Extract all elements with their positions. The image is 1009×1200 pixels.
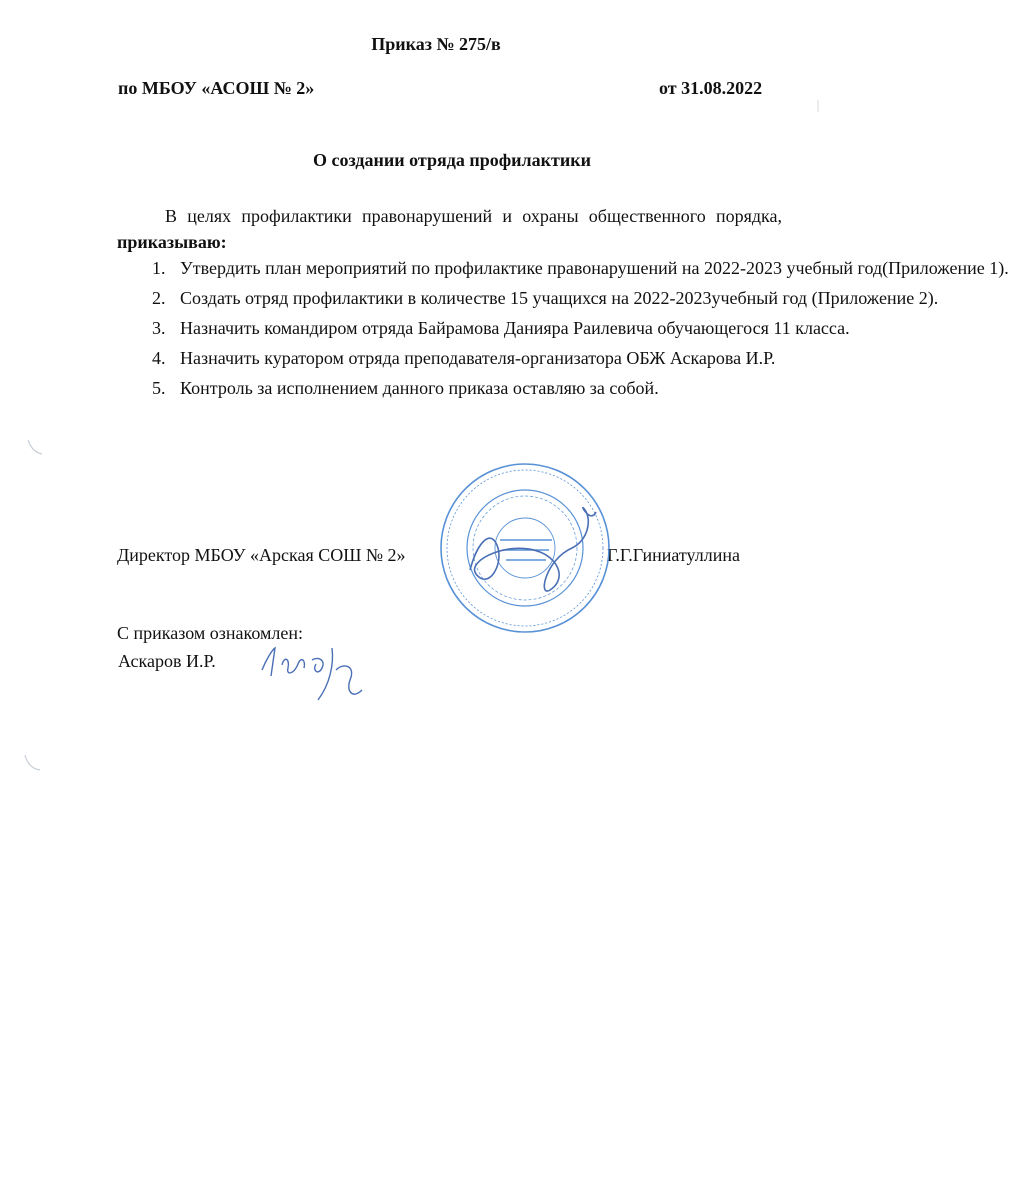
item-number: 4. (152, 348, 166, 368)
item-text: Утвердить план мероприятий по профилактике правонарушений на 2022-2023 учебный год(Приложение 1). (180, 258, 1009, 278)
order-word: приказываю: (117, 232, 227, 252)
item-text: Контроль за исполнением данного приказа оставляю за собой. (180, 378, 659, 398)
director-name: Г.Г.Гиниатуллина (607, 545, 740, 565)
scan-mark-icon (25, 755, 40, 770)
item-number: 2. (152, 288, 166, 308)
acknowledged-person: Аскаров И.Р. (118, 651, 216, 671)
item-text: Назначить командиром отряда Байрамова Данияра Раилевича обучающегося 11 класса. (180, 318, 850, 338)
order-title: Приказ № 275/в (371, 34, 501, 54)
scan-mark-icon (28, 440, 42, 454)
item-number: 3. (152, 318, 166, 338)
acknowledgement-label: С приказом ознакомлен: (117, 623, 304, 643)
director-position: Директор МБОУ «Арская СОШ № 2» (117, 545, 406, 565)
order-subject: О создании отряда профилактики (313, 150, 591, 170)
organization-line: по МБОУ «АСОШ № 2» (118, 78, 315, 98)
acknowledgement-signature-icon (262, 648, 362, 700)
order-date: от 31.08.2022 (659, 78, 763, 98)
intro-text: В целях профилактики правонарушений и охраны общественного порядка, (165, 206, 782, 226)
item-number: 1. (152, 258, 166, 278)
item-text: Создать отряд профилактики в количестве 15 учащихся на 2022-2023учебный год (Приложение 2). (180, 288, 939, 308)
item-number: 5. (152, 378, 166, 398)
item-text: Назначить куратором отряда преподавателя-организатора ОБЖ Аскарова И.Р. (180, 348, 776, 368)
